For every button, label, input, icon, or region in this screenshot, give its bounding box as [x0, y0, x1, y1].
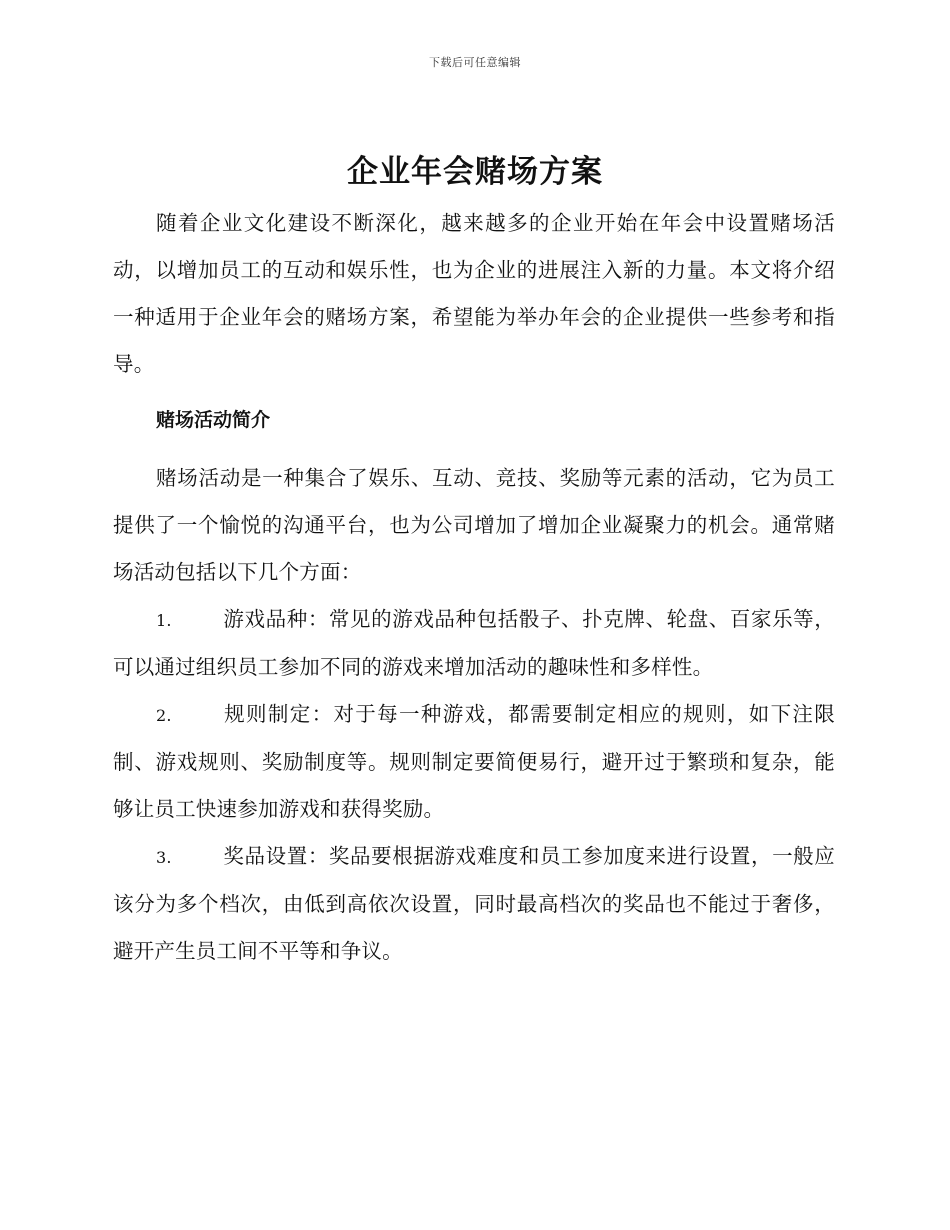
list-text: 规则制定：对于每一种游戏，都需要制定相应的规则，如下注限制、游戏规则、奖励制度等。规则制定要简便易行，避开过于繁琐和复杂，能够让员工快速参加游戏和获得奖励。 [113, 702, 835, 821]
list-number: 2. [156, 706, 172, 725]
list-text: 游戏品种：常见的游戏品种包括骰子、扑克牌、轮盘、百家乐等，可以通过组织员工参加不同的游戏来增加活动的趣味性和多样性。 [113, 607, 835, 679]
list-number: 3. [156, 848, 172, 867]
list-text: 奖品设置：奖品要根据游戏难度和员工参加度来进行设置，一般应该分为多个档次，由低到高依次设置，同时最高档次的奖品也不能过于奢侈，避开产生员工间不平等和争议。 [113, 844, 835, 963]
document-title: 企业年会赌场方案 [347, 154, 603, 190]
list-item-2 [113, 691, 835, 833]
list-number: 1. [156, 611, 172, 630]
section-heading: 赌场活动简介 [156, 409, 271, 431]
list-item-1 [113, 596, 835, 691]
section-paragraph: 赌场活动是一种集合了娱乐、互动、竞技、奖励等元素的活动，它为员工提供了一个愉悦的沟通平台，也为公司增加了增加企业凝聚力的机会。通常赌场活动包括以下几个方面： [113, 466, 835, 584]
intro-paragraph: 随着企业文化建设不断深化，越来越多的企业开始在年会中设置赌场活动，以增加员工的互动和娱乐性，也为企业的进展注入新的力量。本文将介绍一种适用于企业年会的赌场方案，希望能为举办年会的企业提供一些参考和指导。 [113, 211, 835, 376]
document-body [113, 200, 835, 975]
list-item-3 [113, 833, 835, 975]
header-note: 下载后可任意编辑 [429, 56, 521, 69]
